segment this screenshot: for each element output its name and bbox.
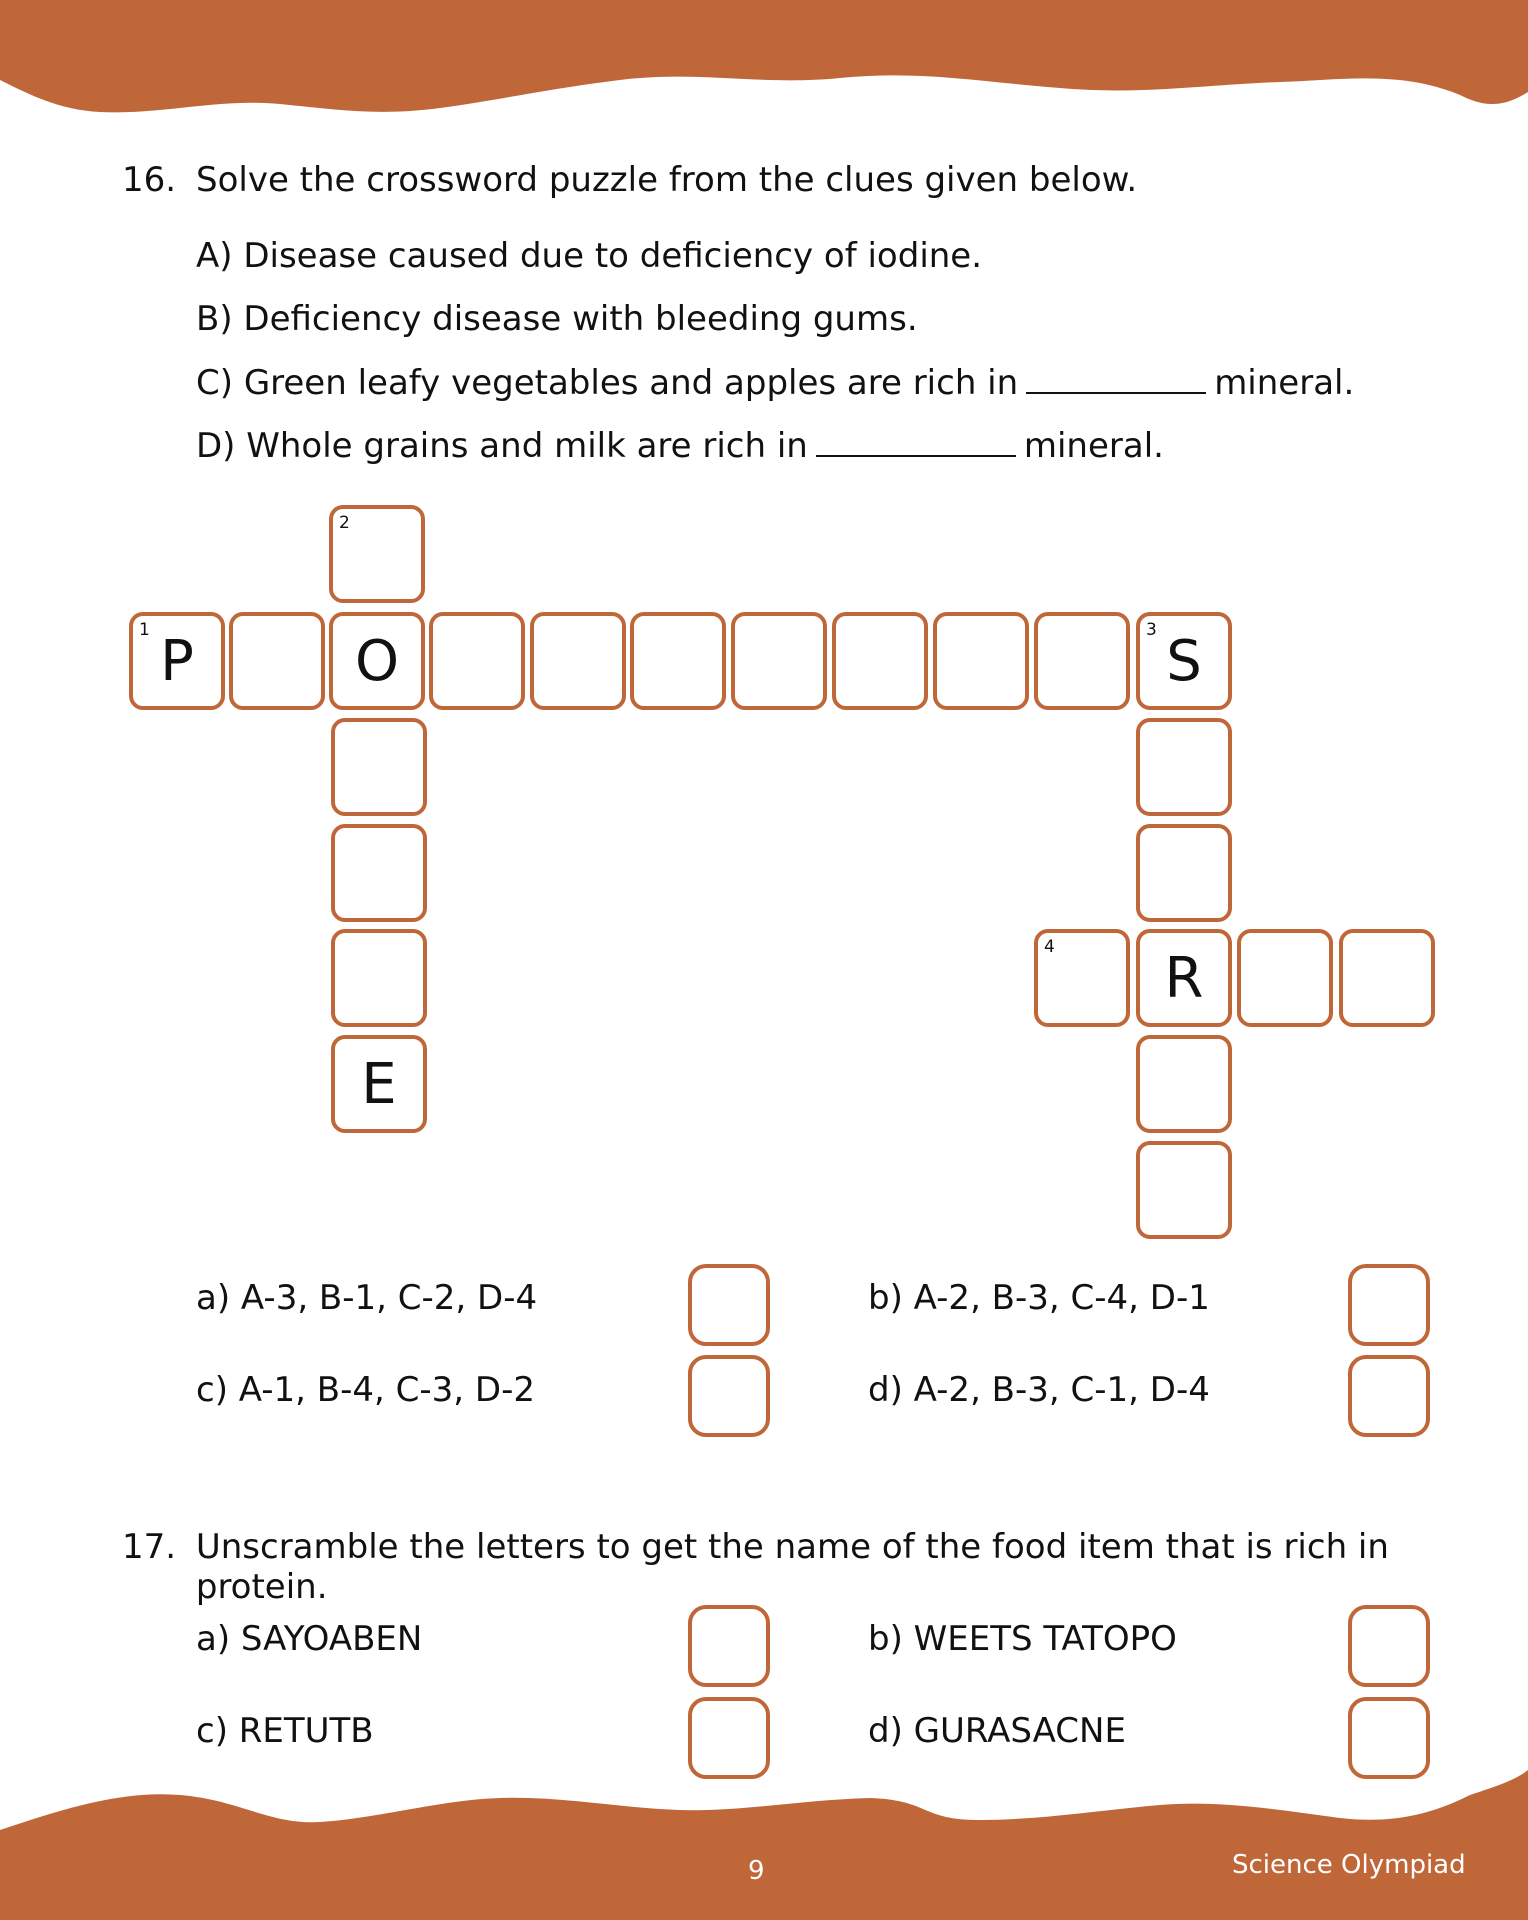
fill-blank [816, 425, 1016, 457]
crossword-cell[interactable] [731, 612, 827, 710]
q16-option-b-checkbox[interactable] [1348, 1264, 1430, 1346]
q17-option-d-checkbox[interactable] [1348, 1697, 1430, 1779]
crossword-cell[interactable] [1136, 1141, 1232, 1239]
fill-blank [1026, 362, 1206, 394]
crossword-cell[interactable] [1136, 1035, 1232, 1133]
q17-option-a: a) SAYOABEN [196, 1619, 423, 1659]
clue-c [196, 362, 1354, 403]
q17-option-c: c) RETUTB [196, 1711, 374, 1751]
crossword-cell[interactable] [1136, 929, 1232, 1027]
question-number: 16. [122, 160, 177, 200]
question-text: Solve the crossword puzzle from the clues given below. [196, 160, 1138, 200]
crossword-cell[interactable] [331, 718, 427, 816]
q17-option-c-checkbox[interactable] [688, 1697, 770, 1779]
question-number: 17. [122, 1527, 177, 1567]
bottom-wave-decoration [0, 1770, 1528, 1920]
crossword-cell[interactable] [1136, 718, 1232, 816]
clue-d [196, 425, 1164, 466]
crossword-cell[interactable] [229, 612, 325, 710]
clue-number: 3 [1146, 620, 1157, 640]
q16-option-d: d) A-2, B-3, C-1, D-4 [868, 1370, 1210, 1410]
cell-letter: O [354, 628, 400, 694]
clue-number: 4 [1044, 937, 1055, 957]
crossword-cell[interactable] [429, 612, 525, 710]
crossword-cell[interactable] [1034, 929, 1130, 1027]
crossword-cell[interactable] [331, 1035, 427, 1133]
q17-option-b-checkbox[interactable] [1348, 1605, 1430, 1687]
q17-option-a-checkbox[interactable] [688, 1605, 770, 1687]
clue-c-suffix: mineral. [1214, 363, 1355, 403]
clue-c-text: C) Green leafy vegetables and apples are rich in [196, 363, 1019, 403]
top-wave-decoration [0, 0, 1528, 140]
clue-b: B) Deficiency disease with bleeding gums. [196, 299, 918, 339]
clue-number: 2 [339, 513, 350, 533]
q16-option-c: c) A-1, B-4, C-3, D-2 [196, 1370, 535, 1410]
q16-option-a: a) A-3, B-1, C-2, D-4 [196, 1278, 538, 1318]
crossword-cell[interactable] [1136, 824, 1232, 922]
crossword-cell[interactable] [329, 505, 425, 603]
crossword-cell[interactable] [331, 824, 427, 922]
footer-title: Science Olympiad [1232, 1850, 1466, 1880]
crossword-cell[interactable] [1237, 929, 1333, 1027]
q16-option-a-checkbox[interactable] [688, 1264, 770, 1346]
question-16 [122, 160, 1137, 200]
cell-letter: E [361, 1051, 397, 1117]
q16-option-d-checkbox[interactable] [1348, 1355, 1430, 1437]
crossword-cell[interactable] [129, 612, 225, 710]
crossword-cell[interactable] [1136, 612, 1232, 710]
crossword-cell[interactable] [331, 929, 427, 1027]
crossword-cell[interactable] [1034, 612, 1130, 710]
crossword-cell[interactable] [329, 612, 425, 710]
question-17 [122, 1527, 1528, 1607]
question-text: Unscramble the letters to get the name of the food item that is rich in protein. [195, 1527, 1389, 1607]
crossword-cell[interactable] [1339, 929, 1435, 1027]
clue-a: A) Disease caused due to deficiency of iodine. [196, 236, 983, 276]
cell-letter: R [1164, 945, 1204, 1011]
clue-d-suffix: mineral. [1023, 426, 1164, 466]
crossword-cell[interactable] [630, 612, 726, 710]
q17-option-d: d) GURASACNE [868, 1711, 1126, 1751]
cell-letter: S [1166, 628, 1202, 694]
clue-number: 1 [139, 620, 150, 640]
crossword-cell[interactable] [933, 612, 1029, 710]
crossword-cell[interactable] [832, 612, 928, 710]
q16-option-b: b) A-2, B-3, C-4, D-1 [868, 1278, 1210, 1318]
clue-d-text: D) Whole grains and milk are rich in [196, 426, 808, 466]
crossword-cell[interactable] [530, 612, 626, 710]
cell-letter: P [160, 628, 194, 694]
q16-option-c-checkbox[interactable] [688, 1355, 770, 1437]
q17-option-b: b) WEETS TATOPO [868, 1619, 1177, 1659]
page-number: 9 [748, 1856, 765, 1886]
